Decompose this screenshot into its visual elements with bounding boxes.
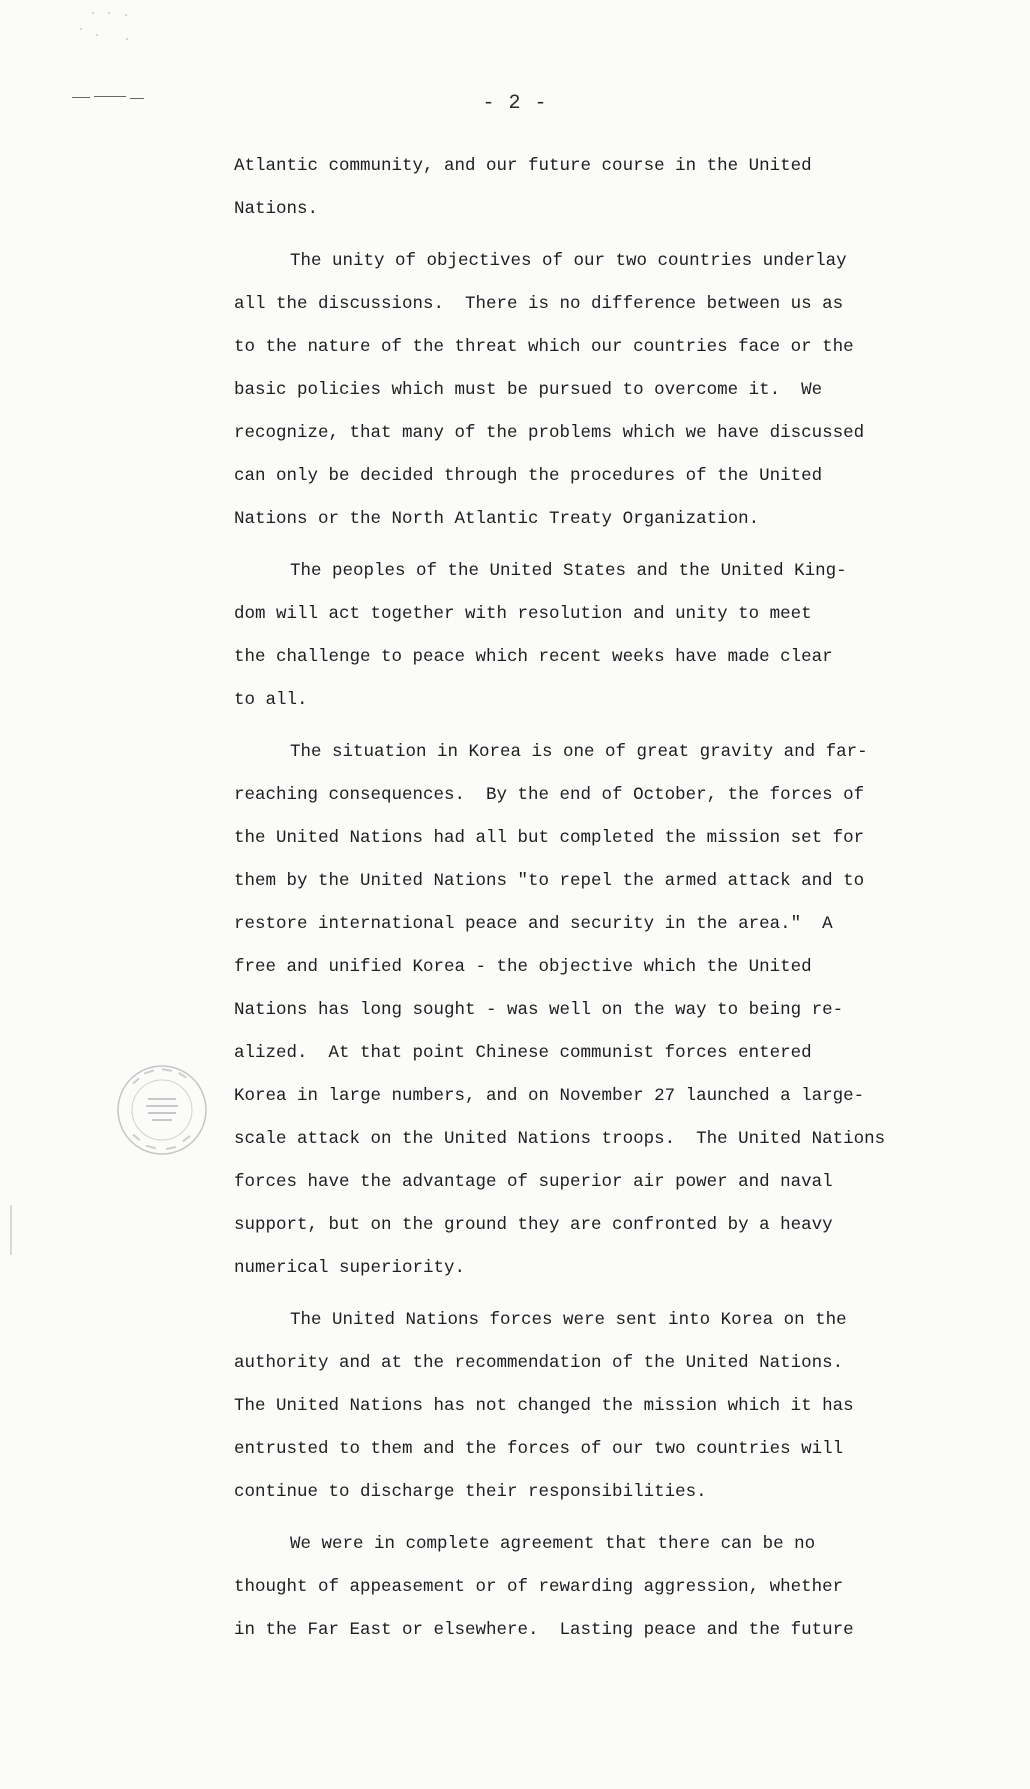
text-line: can only be decided through the procedures of the United xyxy=(234,466,823,486)
text-line: Korea in large numbers, and on November 27 launched a large- xyxy=(234,1086,865,1106)
text-line: recognize, that many of the problems which we have discussed xyxy=(234,423,865,443)
text-line: in the Far East or elsewhere. Lasting peace and the future xyxy=(234,1620,854,1640)
text-line: authority and at the recommendation of the United Nations. xyxy=(234,1353,844,1373)
paragraph-2 xyxy=(234,240,1014,541)
paragraph-3 xyxy=(234,550,1014,722)
text-line: numerical superiority. xyxy=(234,1258,466,1278)
paragraph-1 xyxy=(234,145,1014,231)
text-line: the challenge to peace which recent weeks have made clear xyxy=(234,647,833,667)
paragraph-5 xyxy=(234,1299,1014,1514)
text-line: support, but on the ground they are confronted by a heavy xyxy=(234,1215,833,1235)
text-line: continue to discharge their responsibilities. xyxy=(234,1482,707,1502)
paper-edge-mark xyxy=(10,1205,12,1255)
paragraph-6 xyxy=(234,1523,1014,1652)
text-line: alized. At that point Chinese communist forces entered xyxy=(234,1043,812,1063)
body-text xyxy=(234,145,1014,1652)
text-line: We were in complete agreement that there can be no xyxy=(290,1534,816,1554)
text-line: to the nature of the threat which our countries face or the xyxy=(234,337,854,357)
archive-stamp xyxy=(112,1060,212,1160)
text-line: scale attack on the United Nations troops. The United Nations xyxy=(234,1129,886,1149)
text-line: Nations. xyxy=(234,199,319,219)
text-line: reaching consequences. By the end of October, the forces of xyxy=(234,785,865,805)
text-line: The situation in Korea is one of great gravity and far- xyxy=(290,742,868,762)
text-line: The peoples of the United States and the United King- xyxy=(290,561,847,581)
text-line: Atlantic community, and our future course in the United xyxy=(234,156,812,176)
text-line: The unity of objectives of our two countries underlay xyxy=(290,251,847,271)
text-line: them by the United Nations "to repel the armed attack and to xyxy=(234,871,865,891)
text-line: basic policies which must be pursued to overcome it. We xyxy=(234,380,823,400)
text-line: dom will act together with resolution and unity to meet xyxy=(234,604,812,624)
text-line: to all. xyxy=(234,690,308,710)
text-line: the United Nations had all but completed the mission set for xyxy=(234,828,865,848)
text-line: entrusted to them and the forces of our two countries will xyxy=(234,1439,844,1459)
text-line: forces have the advantage of superior air power and naval xyxy=(234,1172,833,1192)
text-line: restore international peace and security in the area." A xyxy=(234,914,833,934)
text-line: Nations has long sought - was well on the way to being re- xyxy=(234,1000,844,1020)
text-line: free and unified Korea - the objective which the United xyxy=(234,957,812,977)
page-number: - 2 - xyxy=(482,92,548,115)
paragraph-4 xyxy=(234,731,1014,1290)
text-line: Nations or the North Atlantic Treaty Organization. xyxy=(234,509,760,529)
text-line: all the discussions. There is no difference between us as xyxy=(234,294,844,314)
text-line: thought of appeasement or of rewarding aggression, whether xyxy=(234,1577,844,1597)
text-line: The United Nations has not changed the mission which it has xyxy=(234,1396,854,1416)
text-line: The United Nations forces were sent into Korea on the xyxy=(290,1310,847,1330)
